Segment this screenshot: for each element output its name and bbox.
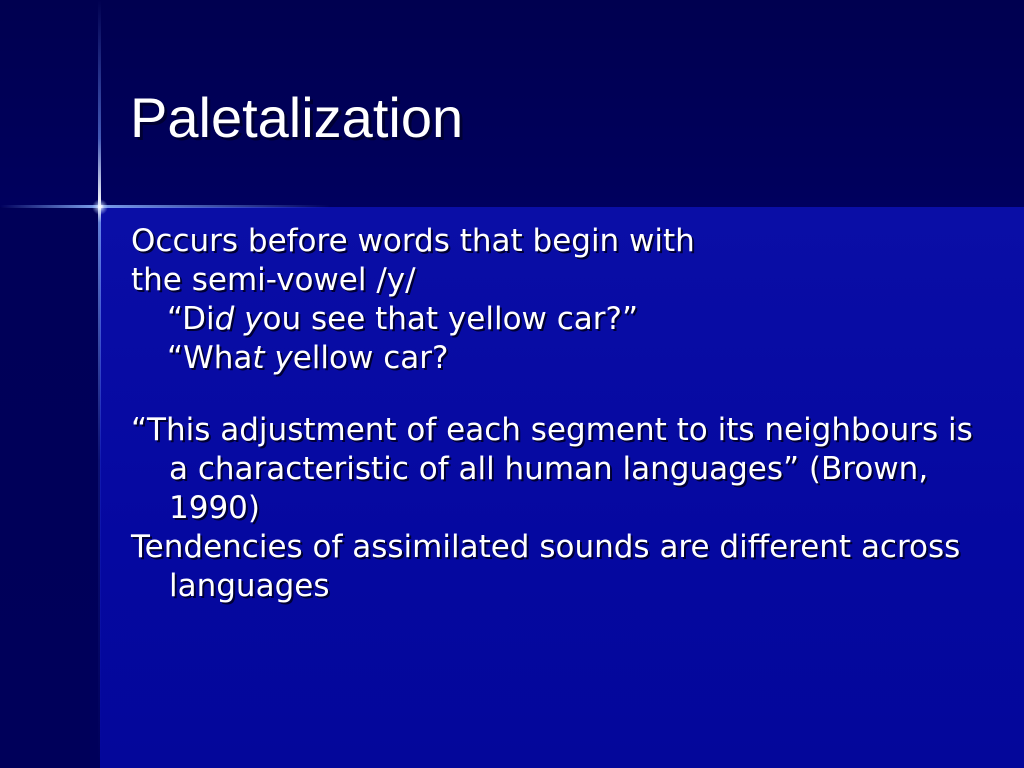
- quote-paragraph: “This adjustment of each segment to its neighbours is a characteristic of all human languages” (Brown, 1990): [131, 412, 973, 526]
- example2-italic-t: t: [252, 340, 265, 376]
- slide-title: Paletalization: [130, 86, 464, 149]
- example1-italic-y: y: [244, 301, 263, 337]
- left-band: [0, 207, 100, 768]
- example2-pre: “Wha: [167, 340, 253, 376]
- example2-post: ellow car?: [292, 340, 449, 376]
- example1-post: ou see that yellow car?”: [262, 301, 639, 337]
- example-sentence-2: [131, 339, 1001, 378]
- intro-line-1: Occurs before words that begin with: [131, 223, 695, 259]
- slide-content: [131, 222, 1001, 606]
- example-sentence-1: [131, 300, 1001, 339]
- example1-pre: “Di: [167, 301, 215, 337]
- vertical-accent-line: [98, 0, 101, 768]
- paragraph-gap: [131, 378, 1001, 411]
- sparkle-icon: [92, 199, 108, 215]
- example1-space: [234, 301, 244, 337]
- example1-italic-d: d: [214, 301, 235, 337]
- tendencies-paragraph: Tendencies of assimilated sounds are different across languages: [131, 529, 961, 604]
- example2-space: [265, 340, 275, 376]
- intro-line-2: the semi-vowel /y/: [131, 262, 416, 298]
- example2-italic-y: y: [274, 340, 293, 376]
- horizontal-accent-line: [0, 205, 330, 208]
